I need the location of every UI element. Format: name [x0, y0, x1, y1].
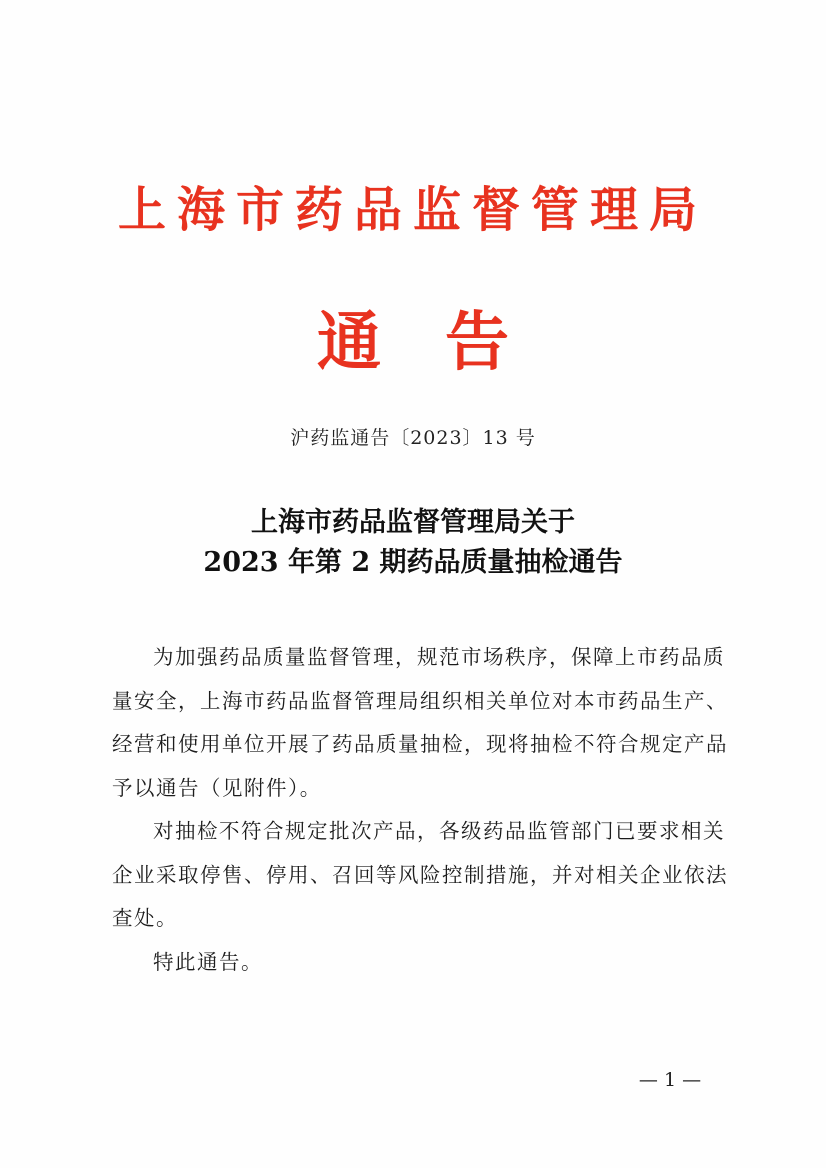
heading-line-2: 2023 年第 2 期药品质量抽检通告 [203, 547, 623, 578]
agency-header: 上海市药品监督管理局 [117, 182, 708, 238]
document-heading [0, 503, 826, 583]
body-text [112, 636, 732, 984]
notice-title-left: 通 [317, 305, 381, 380]
notice-title-right: 告 [445, 305, 509, 380]
page-number: — 1 — [638, 1069, 702, 1091]
heading-line-1: 上海市药品监督管理局关于 [251, 507, 575, 538]
document-number: 沪药监通告〔2023〕13 号 [290, 427, 536, 449]
notice-title [0, 305, 826, 381]
paragraph-1: 为加强药品质量监督管理，规范市场秩序，保障上市药品质量安全，上海市药品监督管理局组织相关单位对本市药品生产、经营和使用单位开展了药品质量抽检，现将抽检不符合规定产品予以通告（见附件）。 [112, 645, 728, 800]
paragraph-2: 对抽检不符合规定批次产品，各级药品监管部门已要求相关企业采取停售、停用、召回等风险控制措施，并对相关企业依法查处。 [112, 819, 728, 930]
paragraph-3: 特此通告。 [153, 949, 263, 974]
